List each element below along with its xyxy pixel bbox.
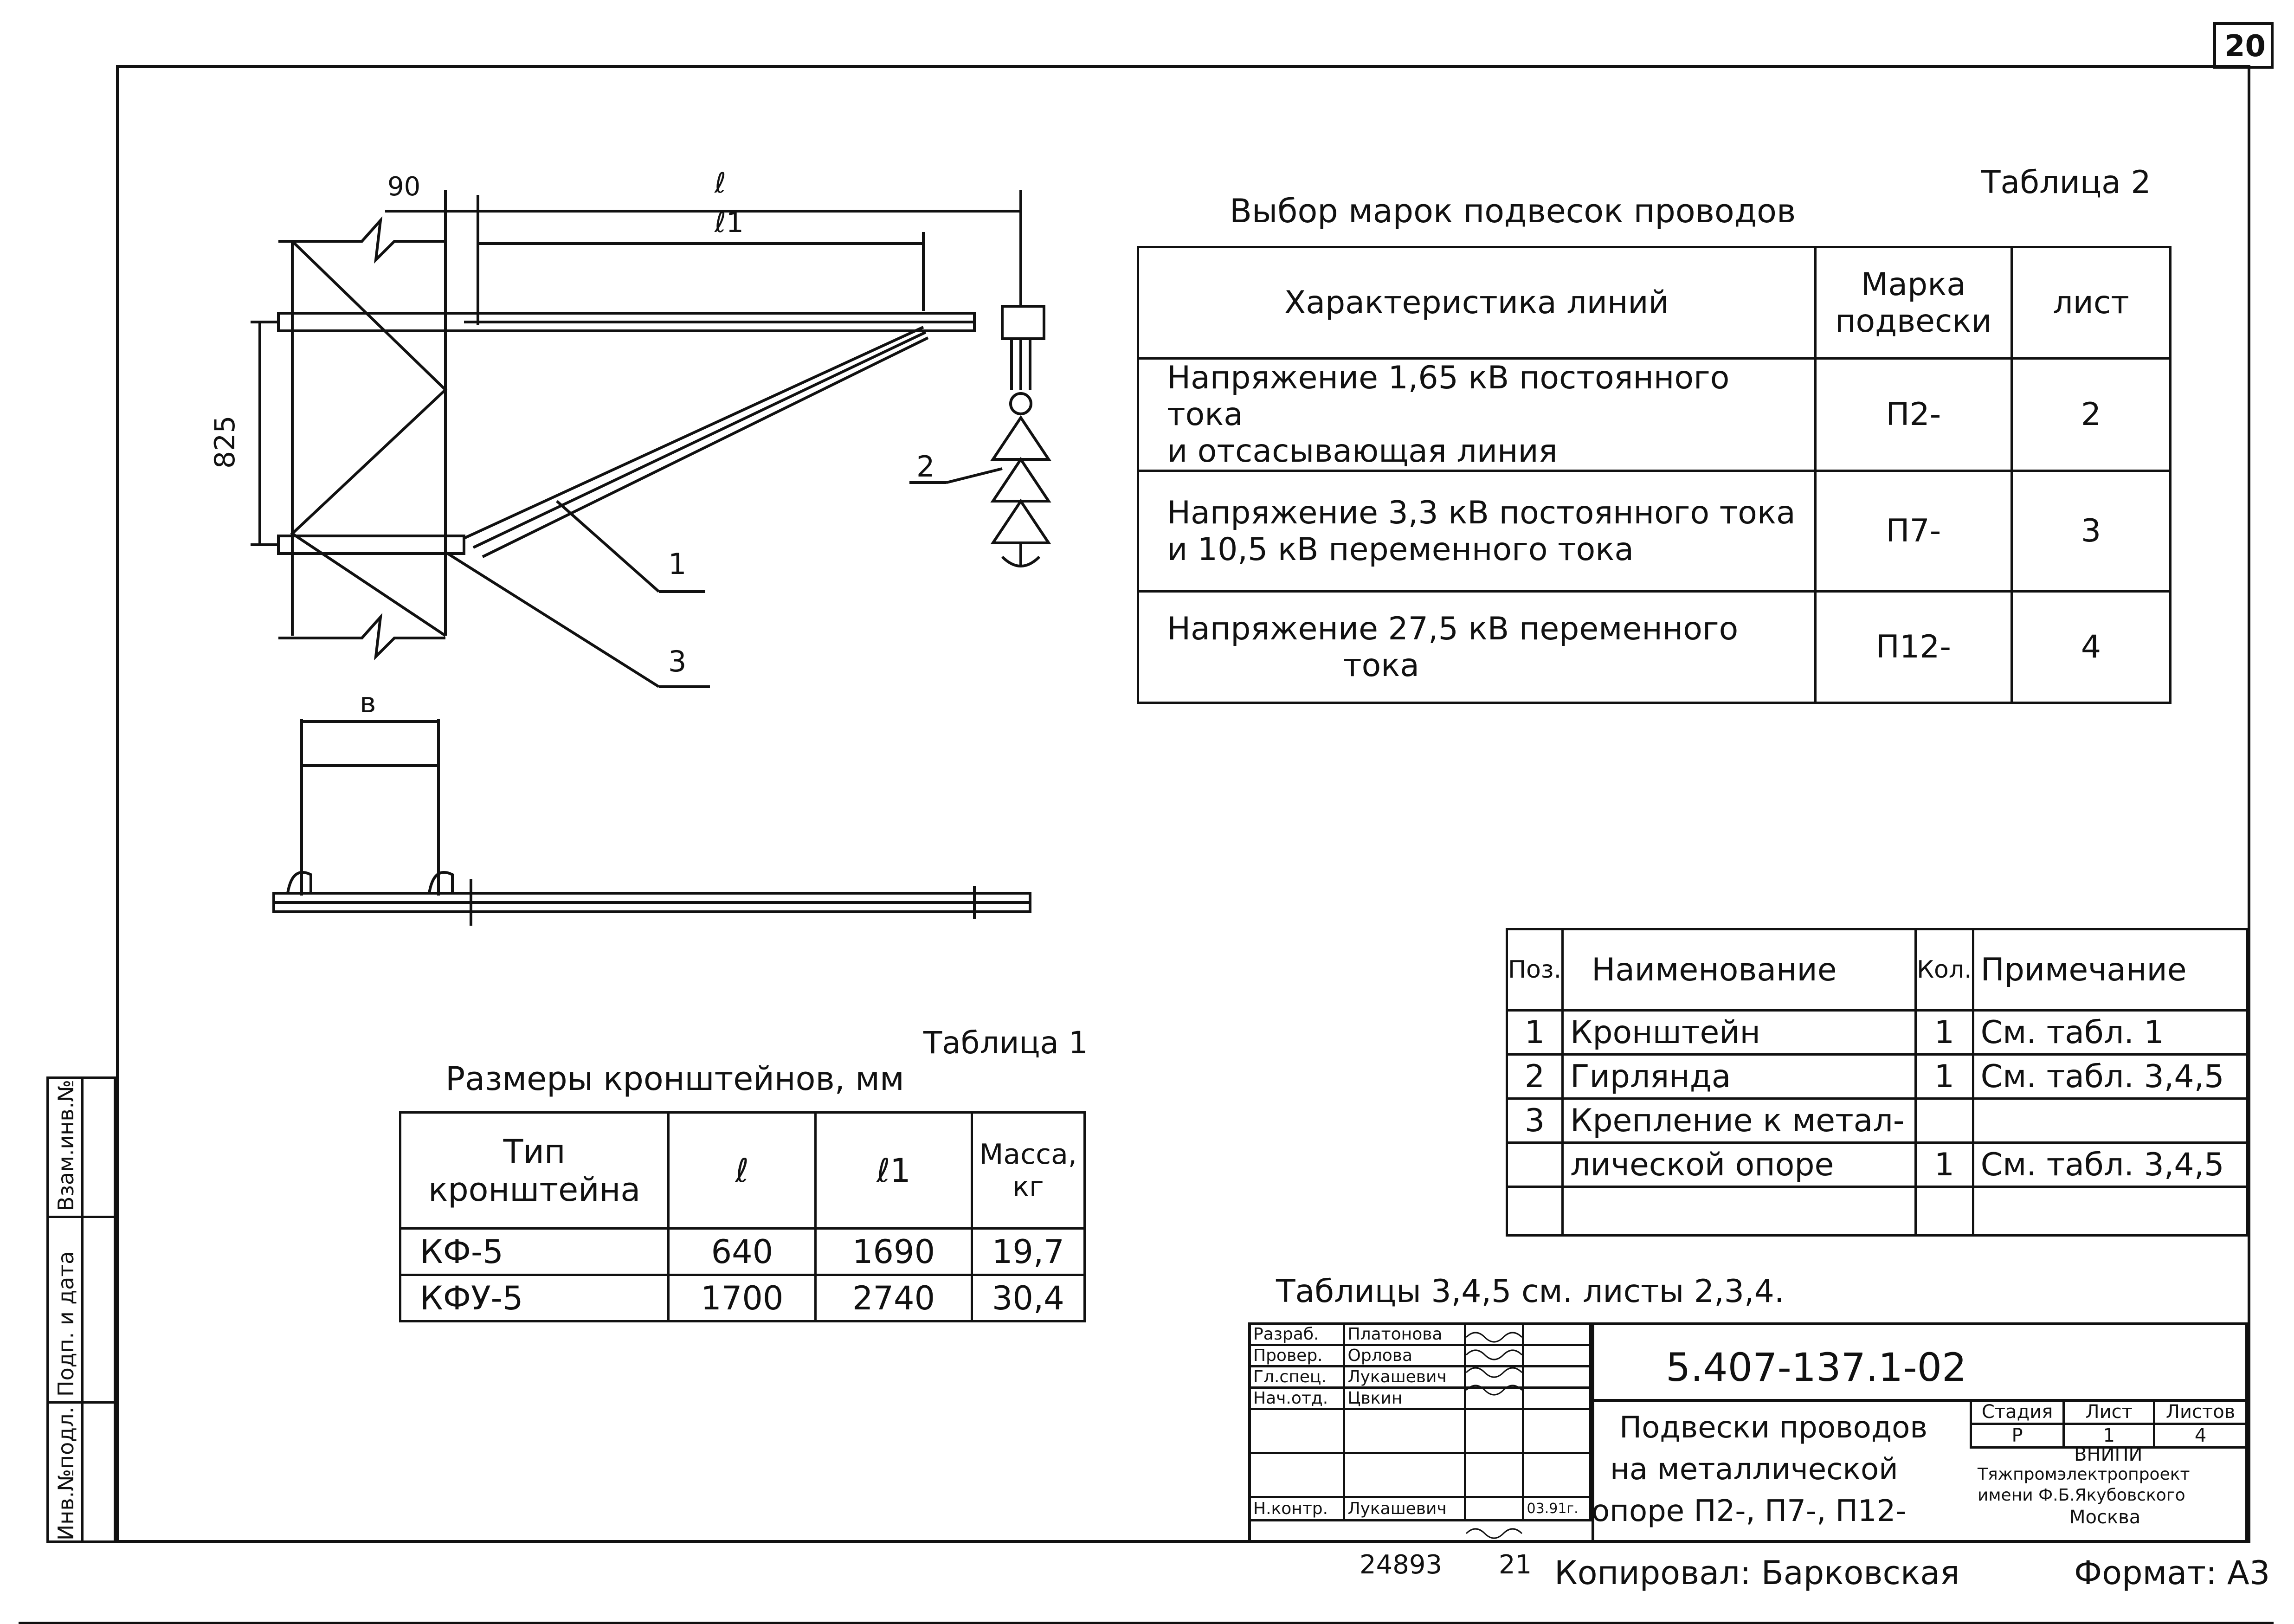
table2-desc-line: Напряжение 1,65 кВ постоянного тока	[1167, 360, 1730, 433]
sheet-number: 20	[2224, 29, 2266, 64]
callout-3: 3	[668, 644, 687, 678]
table1-type: КФ-5	[400, 1229, 669, 1275]
stamp-name: Лукашевич	[1344, 1497, 1465, 1521]
stamp-name: Орлова	[1344, 1345, 1465, 1366]
table2-mark: П12-	[1815, 592, 2012, 703]
stamp-role: Разраб.	[1250, 1324, 1344, 1345]
sheet-value: 1	[2064, 1424, 2154, 1448]
dim-l: ℓ	[715, 167, 726, 200]
footer-format: Формат: А3	[2074, 1554, 2270, 1592]
sheets-value: 4	[2154, 1424, 2247, 1448]
tables-note: Таблицы 3,4,5 см. листы 2,3,4.	[1276, 1273, 1785, 1310]
dim-90: 90	[387, 172, 421, 202]
spec-pos: 3	[1507, 1099, 1563, 1143]
stamp-role: Провер.	[1250, 1345, 1344, 1366]
table2-title: Выбор марок подвесок проводов	[1230, 192, 1796, 230]
stamp-title-line: Подвески проводов	[1619, 1411, 1928, 1445]
spec-header-pos: Поз.	[1507, 929, 1563, 1011]
sheets-header: Листов	[2154, 1400, 2247, 1424]
table1-l: 640	[669, 1229, 816, 1275]
doc-code: 5.407-137.1-02	[1666, 1345, 1967, 1390]
table1-header-mass: Масса, кг	[972, 1113, 1084, 1229]
table2-sheet: 4	[2012, 592, 2171, 703]
stamp-role: Н.контр.	[1250, 1497, 1344, 1521]
table2-mark: П2-	[1815, 359, 2012, 471]
bottom-rule	[19, 1622, 2274, 1624]
spec-pos: 1	[1507, 1011, 1563, 1055]
table1-header-l: ℓ	[669, 1113, 816, 1229]
spec-qty: 1	[1916, 1011, 1973, 1055]
table1-mass: 30,4	[972, 1275, 1084, 1321]
table2-caption: Таблица 2	[1981, 164, 2151, 201]
dim-b: в	[360, 687, 376, 719]
table2-header-desc: Характеристика линий	[1138, 247, 1816, 359]
table2-header-sheet: лист	[2012, 247, 2171, 359]
org-line: ВНИПИ	[2074, 1444, 2143, 1465]
table2-header-mark: Марка подвески	[1815, 247, 2012, 359]
footer-copied: Копировал: Барковская	[1554, 1554, 1960, 1592]
table1-type: КФУ-5	[400, 1275, 669, 1321]
stamp-name: Лукашевич	[1344, 1366, 1465, 1388]
strip-label-inv: Инв.№подл.	[53, 1406, 78, 1540]
table1-l1: 1690	[816, 1229, 972, 1275]
org-line: Москва	[2069, 1507, 2141, 1528]
stamp-role: Гл.спец.	[1250, 1366, 1344, 1388]
dim-l1: ℓ1	[715, 206, 744, 239]
table2-desc-line: тока	[1343, 647, 1419, 684]
stamp-divider	[1592, 1322, 2248, 1325]
stamp-name: Платонова	[1344, 1324, 1465, 1345]
spec-note: См. табл. 3,4,5	[1973, 1055, 2247, 1099]
spec-name: Кронштейн	[1563, 1011, 1916, 1055]
spec-qty: 1	[1916, 1143, 1973, 1187]
strip-label-replace: Взам.инв.№	[53, 1079, 78, 1211]
table2-desc-line: Напряжение 3,3 кВ постоянного тока	[1167, 494, 1796, 531]
strip-label-sign: Подп. и дата	[53, 1251, 78, 1397]
spec-header-note: Примечание	[1973, 929, 2247, 1011]
stage-header: Стадия	[1971, 1400, 2064, 1424]
spec-note: См. табл. 1	[1973, 1011, 2247, 1055]
table2-sheet: 2	[2012, 359, 2171, 471]
spec-name: Крепление к метал-	[1563, 1099, 1916, 1143]
footer-num: 21	[1499, 1550, 1532, 1580]
table2-desc-line: и отсасывающая линия	[1167, 433, 1558, 470]
callout-1: 1	[668, 547, 687, 581]
stamp-stage-table	[1970, 1399, 2248, 1449]
spec-header-name: Наименование	[1563, 929, 1916, 1011]
table1-l: 1700	[669, 1275, 816, 1321]
table2-desc-line: Напряжение 27,5 кВ переменного	[1167, 610, 1739, 647]
table1-title: Размеры кронштейнов, мм	[445, 1060, 904, 1098]
table1-header-l1: ℓ1	[816, 1113, 972, 1229]
spec-qty: 1	[1916, 1055, 1973, 1099]
dim-825: 825	[209, 415, 241, 469]
spec-name: лической опоре	[1563, 1143, 1916, 1187]
spec-name: Гирлянда	[1563, 1055, 1916, 1099]
callout-2: 2	[916, 450, 935, 483]
table2-desc-line: и 10,5 кВ переменного тока	[1167, 531, 1634, 568]
table1-l1: 2740	[816, 1275, 972, 1321]
sheet-header: Лист	[2064, 1400, 2154, 1424]
spec-header-qty: Кол.	[1916, 929, 1973, 1011]
spec-note: См. табл. 3,4,5	[1973, 1143, 2247, 1187]
stamp-title-line: на металлической	[1610, 1452, 1898, 1487]
table1-caption: Таблица 1	[923, 1025, 1088, 1061]
stamp-role: Нач.отд.	[1250, 1388, 1344, 1409]
table2-mark: П7-	[1815, 471, 2012, 592]
stage-value: Р	[1971, 1424, 2064, 1448]
org-line: имени Ф.Б.Якубовского	[1978, 1486, 2185, 1505]
stamp-date: 03.91г.	[1523, 1497, 1590, 1521]
stamp-title-line: опоре П2-, П7-, П12-	[1592, 1494, 1907, 1528]
org-line: Тяжпромэлектропроект	[1978, 1465, 2190, 1484]
stamp-name: Цвкин	[1344, 1388, 1465, 1409]
spec-pos: 2	[1507, 1055, 1563, 1099]
footer-inv-number: 24893	[1360, 1550, 1443, 1580]
table1-mass: 19,7	[972, 1229, 1084, 1275]
table2-sheet: 3	[2012, 471, 2171, 592]
table1-header-type: Тип кронштейна	[400, 1113, 669, 1229]
